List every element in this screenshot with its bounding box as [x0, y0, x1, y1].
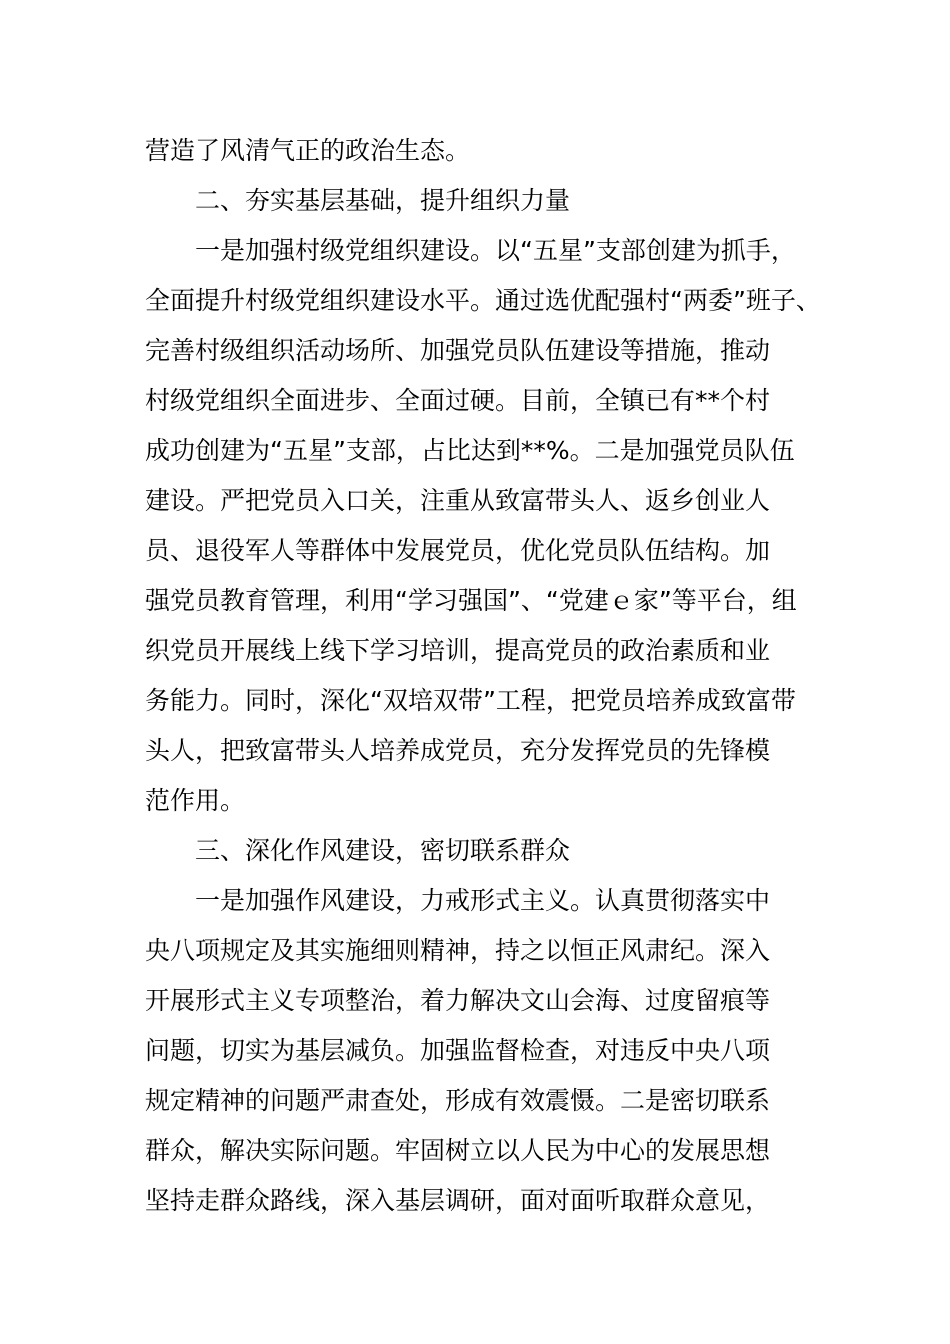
section-heading: 二、夯实基层基础，提升组织力量	[195, 186, 571, 215]
text-line: 强党员教育管理，利用“学习强国”、“党建ｅ家”等平台，组	[145, 586, 797, 615]
document-body	[145, 126, 821, 1226]
text-line: 范作用。	[145, 786, 246, 815]
text-line: 成功创建为“五星”支部，占比达到**%。二是加强党员队伍	[145, 436, 795, 465]
text-line: 问题，切实为基层减负。加强监督检查，对违反中央八项	[145, 1036, 771, 1065]
text-line: 坚持走群众路线，深入基层调研，面对面听取群众意见，	[145, 1186, 771, 1215]
text-line: 营造了风清气正的政治生态。	[145, 136, 471, 165]
text-line: 完善村级组织活动场所、加强党员队伍建设等措施，推动	[145, 336, 771, 365]
text-line: 一是加强村级党组织建设。以“五星”支部创建为抓手，	[195, 236, 796, 265]
text-line: 规定精神的问题严肃查处，形成有效震慑。二是密切联系	[145, 1086, 771, 1115]
text-line: 建设。严把党员入口关，注重从致富带头人、返乡创业人	[145, 486, 771, 515]
text-line: 村级党组织全面进步、全面过硬。目前，全镇已有**个村	[145, 386, 771, 415]
text-line: 央八项规定及其实施细则精神，持之以恒正风肃纪。深入	[145, 936, 771, 965]
text-line: 一是加强作风建设，力戒形式主义。认真贯彻落实中	[195, 886, 771, 915]
section-heading: 三、深化作风建设，密切联系群众	[195, 836, 571, 865]
text-line: 全面提升村级党组织建设水平。通过选优配强村“两委”班子、	[145, 286, 821, 315]
text-line: 织党员开展线上线下学习培训，提高党员的政治素质和业	[145, 636, 771, 665]
text-line: 务能力。同时，深化“双培双带”工程，把党员培养成致富带	[145, 686, 796, 715]
text-line: 员、退役军人等群体中发展党员，优化党员队伍结构。加	[145, 536, 771, 565]
text-line: 头人，把致富带头人培养成党员，充分发挥党员的先锋模	[145, 736, 771, 765]
text-line: 群众，解决实际问题。牢固树立以人民为中心的发展思想	[145, 1136, 771, 1165]
text-line: 开展形式主义专项整治，着力解决文山会海、过度留痕等	[145, 986, 771, 1015]
